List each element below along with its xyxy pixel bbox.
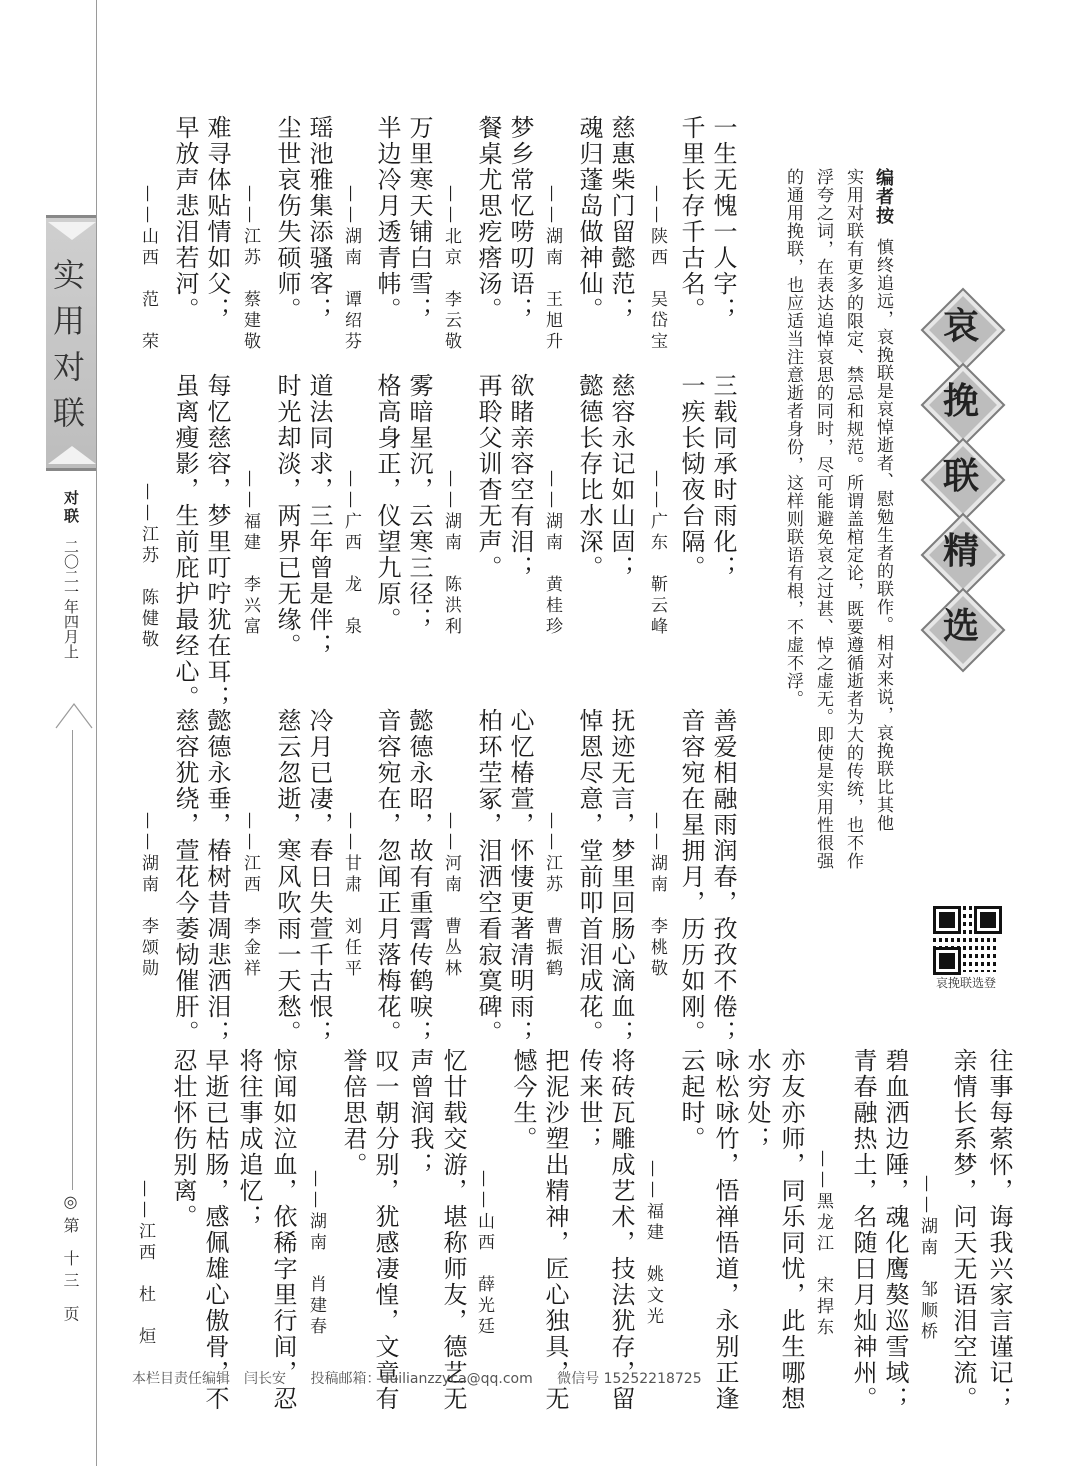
couplet-author: ——湖南 邹顺桥	[917, 1175, 937, 1343]
title-char: 精	[942, 530, 979, 572]
couplet-line: 咏松咏竹，悟禅悟道，永别正逢	[711, 1048, 739, 1412]
couplet-line: 千里长存千古名。	[677, 115, 705, 323]
couplet-line: 善爱相融雨润春，孜孜不倦；	[709, 708, 737, 1046]
couplet-author: ——广西 龙 泉	[341, 470, 361, 638]
couplet-line: 亦友亦师，同乐同忧，此生哪想	[777, 1048, 805, 1412]
couplet-line: 慈容犹绕，萱花今萎恸催肝。	[171, 708, 199, 1046]
couplet-line: 忆廿载交游，堪称师友，德艺无	[439, 1048, 467, 1412]
couplet-line: 难寻体贴情如父；	[203, 115, 231, 323]
couplet-line: 欲睹亲容空有泪；	[506, 373, 534, 581]
couplet-line: 道法同求，三年曾是伴；	[305, 373, 333, 659]
editor-note-line: 浮夸之词，在表达追悼哀思的同时，尽可能避免哀之过甚、悼之虚无。即使是实用性很强	[813, 168, 833, 870]
couplet-author: ——福建 姚文光	[643, 1160, 663, 1328]
couplet-author: ——广东 靳云峰	[647, 470, 667, 638]
couplet-line: 冷月已凄，春日失萱千古恨；	[305, 708, 333, 1046]
couplet-line: 柏环茔冢，泪洒空看寂寞碑。	[474, 708, 502, 1046]
couplet-author: ——江苏 蔡建敬	[240, 185, 260, 353]
couplet-line: 音容宛在星拥月，历历如刚。	[677, 708, 705, 1046]
editor-note-text: 慎终追远，哀挽联是哀悼逝者、慰勉生者的联作。相对来说，哀挽联比其他	[873, 237, 893, 832]
couplet-line: 早逝已枯肠，感佩雄心傲骨，不	[201, 1048, 229, 1412]
editor-note-line: 的通用挽联，也应适当注意逝者身份，这样则联语有根，不虚不浮。	[783, 168, 803, 708]
couplet-author: ——湖南 王旭升	[542, 185, 562, 353]
footer-wechat: 微信号 15252218725	[557, 1371, 702, 1387]
couplet-line: 心忆椿萱，怀悽更著清明雨；	[506, 708, 534, 1046]
couplet-line: 叹一朝分别，犹感凄惶，文章有	[371, 1048, 399, 1412]
title-char: 选	[942, 605, 979, 647]
couplet-line: 云起时。	[677, 1048, 705, 1152]
couplet-line: 万里寒天铺白雪；	[405, 115, 433, 323]
couplet-line: 誉倍思君。	[339, 1048, 367, 1178]
qr-finder	[936, 950, 958, 972]
couplet-line: 再聆父训杳无声。	[474, 373, 502, 581]
qr-finder	[977, 909, 999, 931]
sidebar-rule-inner	[72, 730, 73, 1190]
couplet-line: 每忆慈容，梦里叮咛犹在耳；	[203, 373, 231, 711]
footer	[132, 1368, 722, 1388]
editor-note-label: 编者按	[873, 168, 894, 225]
couplet-author: ——湖南 李桃敬	[647, 812, 667, 980]
couplet-line: 梦乡常忆唠叨语；	[506, 115, 534, 323]
couplet-author: ——北京 李云敬	[441, 185, 461, 353]
couplet-line: 音容宛在，忽闻正月落梅花。	[373, 708, 401, 1046]
couplet-line: 餐桌尤思疙瘩汤。	[474, 115, 502, 323]
sidebar-rule-outer	[96, 0, 97, 1466]
couplet-line: 抚迹无言，梦里回肠心滴血；	[607, 708, 635, 1046]
page-number: ◎第 十三 页	[61, 1192, 80, 1328]
column-tab-label: 实用对联	[48, 258, 86, 442]
issue-info	[58, 490, 82, 659]
couplet-line: 慈惠柴门留懿范；	[607, 115, 635, 323]
couplet-author: ——山西 薛光廷	[474, 1170, 494, 1338]
couplet-line: 青春融热土，名随日月灿神州。	[849, 1048, 877, 1412]
editor-note-line	[868, 168, 898, 832]
couplet-line: 懿德永垂，椿树昔凋悲洒泪；	[203, 708, 231, 1046]
couplet-line: 惊闻如泣血，依稀字里行间，忍	[269, 1048, 297, 1412]
couplet-line: 悼恩尽意，堂前叩首泪成花。	[575, 708, 603, 1046]
couplet-line: 早放声悲泪若河。	[171, 115, 199, 323]
title-char: 联	[942, 455, 979, 497]
couplet-line: 传来世；	[575, 1048, 603, 1152]
couplet-line: 声曾润我；	[406, 1048, 434, 1178]
couplet-line: 忍壮怀伤别离。	[169, 1048, 197, 1230]
couplet-line: 虽离瘦影，生前庇护最经心。	[171, 373, 199, 711]
couplet-line: 瑶池雅集添骚客；	[305, 115, 333, 323]
couplet-line: 时光却淡，两界已无缘。	[273, 373, 301, 659]
couplet-author: ——江西 杜 烜	[135, 1180, 155, 1348]
tab-arrow-bottom	[48, 446, 96, 464]
couplet-line: 格高身正，仪望九原。	[373, 373, 401, 633]
couplet-author: ——湖南 陈洪利	[441, 470, 461, 638]
couplet-line: 将砖瓦雕成艺术，技法犹存，留	[607, 1048, 635, 1412]
couplet-author: ——江苏 曹振鹤	[542, 812, 562, 980]
tab-arrow-top	[48, 222, 96, 240]
sidebar-pointer	[54, 700, 94, 730]
title-char: 哀	[942, 305, 979, 347]
couplet-line: 把泥沙塑出精神，匠心独具，无	[541, 1048, 569, 1412]
title-char: 挽	[942, 380, 979, 422]
couplet-line: 魂归蓬岛做神仙。	[575, 115, 603, 323]
couplet-line: 慈云忽逝，寒风吹雨一天愁。	[273, 708, 301, 1046]
couplet-line: 往事每萦怀，诲我兴家言谨记；	[985, 1048, 1013, 1412]
couplet-line: 水穷处；	[743, 1048, 771, 1152]
couplet-line: 将往事成追忆；	[235, 1048, 263, 1230]
couplet-line: 半边冷月透青帏。	[373, 115, 401, 323]
couplet-line: 亲情长系梦，问天无语泪空流。	[949, 1048, 977, 1412]
qr-finder	[936, 909, 958, 931]
couplet-author: ——湖南 谭绍芬	[341, 185, 361, 353]
couplet-author: ——黑龙江 宋捍东	[813, 1150, 833, 1339]
couplet-author: ——江西 李金祥	[240, 812, 260, 980]
qr-caption: 哀挽联选登	[935, 976, 996, 990]
couplet-author: ——湖南 肖建春	[306, 1170, 326, 1338]
couplet-line: 憾今生。	[509, 1048, 537, 1152]
editor-note-line: 实用对联有更多的限定、禁忌和规范。所谓盖棺定论，既要遵循逝者为大的传统，也不作	[843, 168, 863, 870]
couplet-line: 尘世哀伤失硕师。	[273, 115, 301, 323]
couplet-author: ——湖南 李颂勋	[138, 812, 158, 980]
footer-editor: 本栏目责任编辑 闫长安	[132, 1371, 286, 1387]
couplet-line: 碧血洒边陲，魂化鹰獒巡雪域；	[881, 1048, 909, 1412]
couplet-author: ——甘肃 刘任平	[341, 812, 361, 980]
couplet-line: 懿德长存比水深。	[575, 373, 603, 581]
couplet-line: 三载同承时雨化；	[709, 373, 737, 581]
couplet-author: ——河南 曹丛林	[441, 812, 461, 980]
issue-date: 二〇二一年四月上	[62, 538, 80, 659]
couplet-author: ——江苏 陈健敬	[138, 483, 158, 651]
couplet-author: ——福建 李兴富	[240, 470, 260, 638]
couplet-line: 一疾长恸夜台隔。	[677, 373, 705, 581]
couplet-line: 慈容永记如山固；	[607, 373, 635, 581]
couplet-line: 懿德永昭，故有重霄传鹤唳；	[405, 708, 433, 1046]
issue-label: 对联	[62, 490, 80, 526]
couplet-line: 一生无愧一人字；	[709, 115, 737, 323]
couplet-author: ——湖南 黄桂珍	[542, 470, 562, 638]
couplet-author: ——山西 范 荣	[138, 185, 158, 353]
couplet-line: 雾暗星沉，云寒三径；	[405, 373, 433, 633]
couplet-author: ——陕西 吴岱宝	[647, 185, 667, 353]
footer-email[interactable]: 投稿邮箱：duilianzzyca@qq.com	[310, 1371, 533, 1387]
